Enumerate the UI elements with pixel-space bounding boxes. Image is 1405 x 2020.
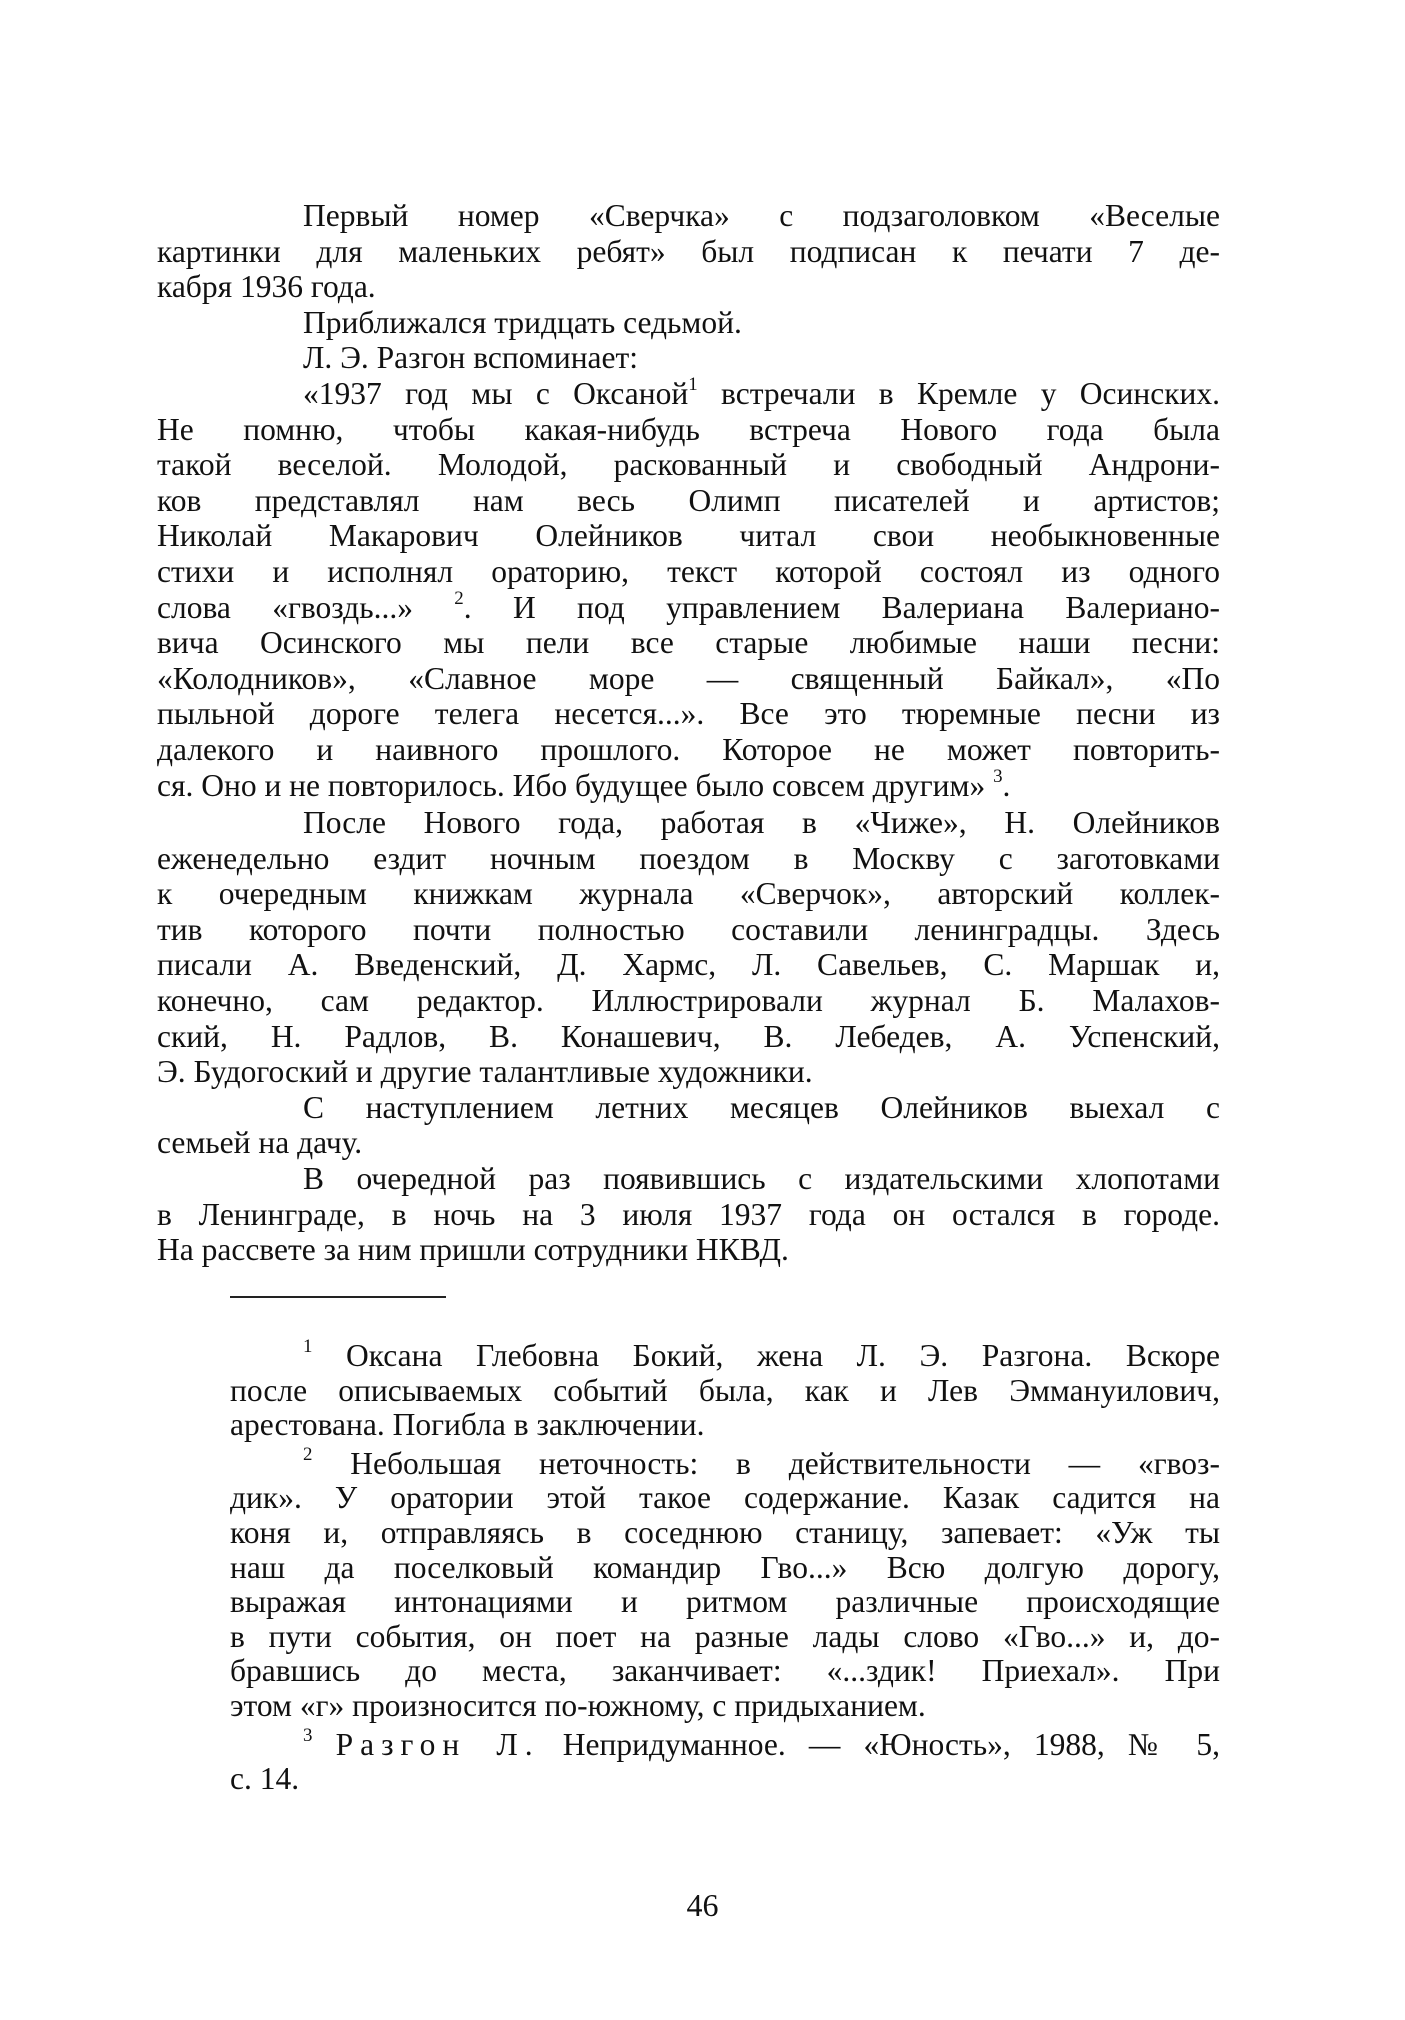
text-fragment: Небольшая неточность: в действительности — «гвоз- bbox=[350, 1445, 1220, 1481]
footnote-divider bbox=[230, 1296, 446, 1298]
text-line: Не помню, чтобы какая-нибудь встреча Нового года была bbox=[157, 411, 1220, 447]
text-fragment: . И под управлением Валериана Валериано- bbox=[463, 589, 1220, 625]
text-line: Первый номер «Сверчка» с подзаголовком «Веселые bbox=[303, 198, 1220, 233]
page-number: 46 bbox=[686, 1887, 719, 1923]
text-line: стихи и исполнял ораторию, текст которой состоял из одного bbox=[157, 553, 1220, 589]
text-line: далекого и наивного прошлого. Которое не может повторить- bbox=[157, 731, 1220, 767]
text-line: с. 14. bbox=[230, 1761, 300, 1797]
text-line: После Нового года, работая в «Чиже», Н. Олейников bbox=[303, 805, 1220, 841]
text-line: Э. Будогоский и другие талантливые художники. bbox=[157, 1054, 813, 1090]
text-line: такой веселой. Молодой, раскованный и свободный Андрони- bbox=[157, 447, 1220, 483]
text-line: в пути события, он поет на разные лады слово «Гво...» и, до- bbox=[230, 1618, 1220, 1654]
footnote-1 bbox=[230, 1335, 1221, 1443]
text-line: Л. Э. Разгон вспоминает: bbox=[303, 340, 639, 376]
text-line: в Ленинграде, в ночь на 3 июля 1937 года он остался в городе. bbox=[157, 1196, 1220, 1232]
footnote-ref-1: 1 bbox=[688, 373, 698, 395]
text-line: «Колодников», «Славное море — священный Байкал», «По bbox=[157, 660, 1220, 696]
text-line: писали А. Введенский, Д. Хармс, Л. Савельев, С. Маршак и, bbox=[157, 947, 1220, 983]
text-fragment: ся. Оно и не повторилось. Ибо будущее было совсем другим» bbox=[157, 767, 986, 803]
text-line: В очередной раз появившись с издательскими хлопотами bbox=[303, 1161, 1220, 1197]
text-line: ский, Н. Радлов, В. Конашевич, В. Лебедев, А. Успенский, bbox=[157, 1018, 1220, 1054]
text-line: картинки для маленьких ребят» был подписан к печати 7 де- bbox=[157, 233, 1220, 269]
main-text bbox=[157, 198, 1221, 1268]
footnote-marker: 2 bbox=[303, 1443, 313, 1465]
text-line: выражая интонациями и ритмом различные происходящие bbox=[230, 1584, 1220, 1620]
footnote-marker: 1 bbox=[303, 1335, 313, 1357]
text-line: семьей на дачу. bbox=[157, 1125, 363, 1161]
text-line: после описываемых событий была, как и Лев Эммануилович, bbox=[230, 1372, 1220, 1408]
footnote-2 bbox=[230, 1443, 1220, 1724]
text-line bbox=[157, 765, 1220, 804]
text-line: тив которого почти полностью составили ленинградцы. Здесь bbox=[157, 911, 1220, 947]
paragraph-5 bbox=[157, 805, 1220, 1090]
footnote-ref-2: 2 bbox=[454, 587, 464, 609]
citation-author: Разгон Л. bbox=[335, 1726, 540, 1762]
footnote-marker: 3 bbox=[303, 1724, 313, 1746]
footnotes bbox=[230, 1335, 1221, 1801]
text-fragment: . bbox=[1002, 767, 1011, 803]
paragraph-2 bbox=[230, 305, 1220, 341]
text-line: дик». У оратории этой такое содержание. Казак садится на bbox=[230, 1480, 1220, 1516]
text-line bbox=[230, 373, 1221, 412]
text-line: бравшись до места, заканчивает: «...здик! Приехал». При bbox=[230, 1653, 1220, 1689]
footnote-3 bbox=[230, 1724, 1220, 1797]
text-line bbox=[230, 1335, 1221, 1374]
citation-title: Непридуманное. — «Юность», 1988, № 5, bbox=[562, 1726, 1220, 1762]
text-line: кабря 1936 года. bbox=[157, 269, 376, 305]
text-line: арестована. Погибла в заключении. bbox=[230, 1407, 705, 1443]
text-line: конечно, сам редактор. Иллюстрировали журнал Б. Малахов- bbox=[157, 983, 1220, 1019]
paragraph-1 bbox=[157, 198, 1220, 305]
text-line: этом «г» произносится по-южному, с придыханием. bbox=[230, 1687, 926, 1723]
text-fragment: Оксана Глебовна Бокий, жена Л. Э. Разгона. Вскоре bbox=[346, 1338, 1221, 1373]
text-line: пыльной дороге телега несется...». Все это тюремные песни из bbox=[157, 696, 1220, 732]
paragraph-6 bbox=[157, 1089, 1220, 1161]
text-fragment: слова «гвоздь...» bbox=[157, 589, 413, 625]
text-line bbox=[230, 1724, 1220, 1763]
text-fragment: встречали в Кремле у Осинских. bbox=[721, 375, 1221, 411]
text-line: к очередным книжкам журнала «Сверчок», авторский коллек- bbox=[157, 876, 1220, 912]
text-fragment: «1937 год мы с Оксаной bbox=[303, 375, 689, 411]
text-line bbox=[230, 1443, 1220, 1482]
text-line bbox=[157, 587, 1220, 626]
text-line: Николай Макарович Олейников читал свои необыкновенные bbox=[157, 518, 1220, 554]
paragraph-7 bbox=[157, 1161, 1220, 1268]
text-line: наш да поселковый командир Гво...» Всю долгую дорогу, bbox=[230, 1549, 1220, 1585]
text-line: еженедельно ездит ночным поездом в Москву с заготовками bbox=[157, 840, 1220, 876]
quote-paragraph bbox=[157, 373, 1221, 803]
text-line: ков представлял нам весь Олимп писателей и артистов; bbox=[157, 482, 1220, 518]
paragraph-3 bbox=[230, 340, 1220, 376]
footnote-ref-3: 3 bbox=[993, 765, 1003, 787]
text-line: коня и, отправляясь в соседнюю станицу, запевает: «Уж ты bbox=[230, 1514, 1220, 1550]
text-line: вича Осинского мы пели все старые любимые наши песни: bbox=[157, 625, 1220, 661]
text-line: Приближался тридцать седьмой. bbox=[303, 304, 742, 340]
text-line: С наступлением летних месяцев Олейников выехал с bbox=[303, 1089, 1220, 1125]
text-line: На рассвете за ним пришли сотрудники НКВД. bbox=[157, 1232, 789, 1268]
